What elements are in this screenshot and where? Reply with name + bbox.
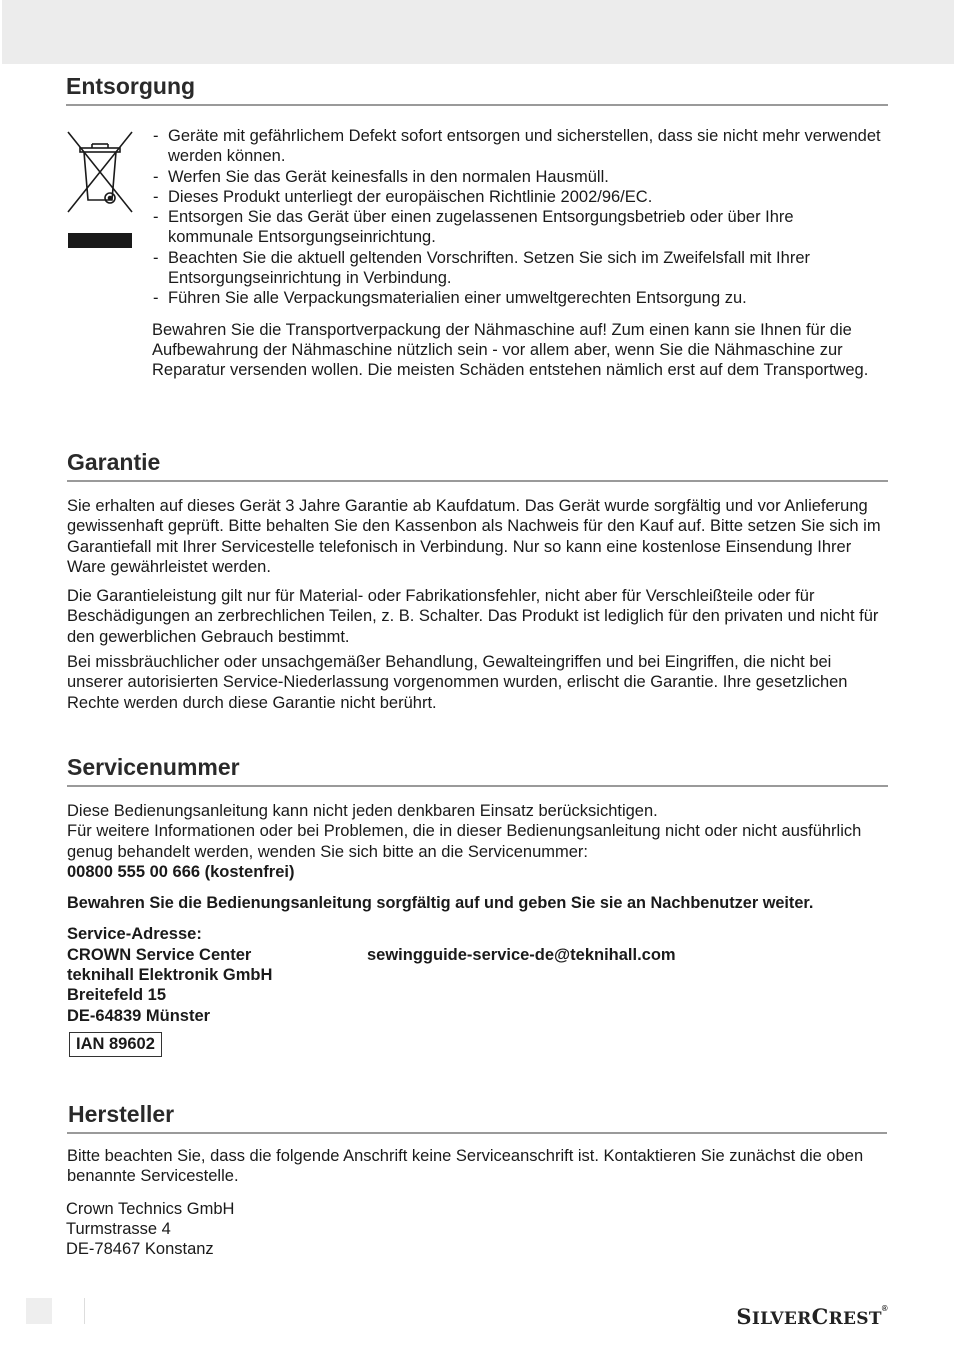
ian-badge: IAN 89602 xyxy=(69,1032,162,1057)
service-line-1: Diese Bedienungsanleitung kann nicht jeden denkbaren Einsatz berücksichtigen. xyxy=(67,802,658,820)
hersteller-note: Bitte beachten Sie, dass die folgende Anschrift keine Serviceanschrift ist. Kontaktieren Sie zunächst die oben benannte Servicestelle. xyxy=(67,1147,864,1186)
brand-logo: SILVERCREST® xyxy=(736,1304,888,1329)
section-entsorgung xyxy=(66,72,888,106)
service-line-2: Für weitere Informationen oder bei Problemen, die in dieser Bedienungsanleitung nicht oder nicht ausführlich genug behandelt werden, wenden Sie sich bitte an die Servicenummer: xyxy=(67,822,862,861)
heading-garantie: Garantie xyxy=(67,448,888,482)
section-garantie xyxy=(67,448,888,713)
page-number-box xyxy=(26,1298,52,1324)
section-servicenummer xyxy=(67,753,888,1057)
garantie-paragraph-1: Sie erhalten auf dieses Gerät 3 Jahre Garantie ab Kaufdatum. Das Gerät wurde sorgfältig und vor Anlieferung gewissenhaft geprüft. Bitte behalten Sie den Kassenbon als Nachweis für den Kauf auf. Bitte setzen Sie sich im Garantiefall mit Ihrer Servicestelle telefonisch in Verbindung. Nur so kann eine kostenlose Einsendung Ihrer Ware gewährleistet werden. xyxy=(67,497,881,576)
list-item: - Entsorgen Sie das Gerät über einen zugelassenen Entsorgungsbetrieb oder über Ihre kommunale Entsorgungseinrichtung. xyxy=(152,207,882,248)
entsorgung-content xyxy=(152,126,882,381)
hersteller-address-line: Crown Technics GmbH xyxy=(66,1199,235,1218)
hersteller-address-line: DE-78467 Konstanz xyxy=(66,1240,214,1259)
section-hersteller xyxy=(67,1100,887,1259)
transport-paragraph: Bewahren Sie die Transportverpackung der Nähmaschine auf! Zum einen kann sie Ihnen für die Aufbewahrung der Nähmaschine nützlich sein - vor allem aber, wenn Sie die Nähmaschine zur Reparatur versenden wollen. Die meisten Schäden entstehen nämlich erst auf dem Transportweg. xyxy=(152,320,869,380)
list-item: - Führen Sie alle Verpackungsmaterialien einer umweltgerechten Entsorgung zu. xyxy=(152,288,882,308)
service-address-label: Service-Adresse: xyxy=(67,925,202,944)
service-notice: Bewahren Sie die Bedienungsanleitung sorgfältig auf und geben Sie sie an Nachbenutzer weiter. xyxy=(67,894,814,913)
hersteller-address-line: Turmstrasse 4 xyxy=(66,1219,171,1238)
service-phone: 00800 555 00 666 (kostenfrei) xyxy=(67,862,295,881)
list-item: - Beachten Sie die aktuell geltenden Vorschriften. Setzen Sie sich im Zweifelsfall mit Ihrer Entsorgungseinrichtung in Verbindung. xyxy=(152,248,882,289)
service-address-line: teknihall Elektronik GmbH xyxy=(67,966,273,985)
weee-symbol xyxy=(66,130,134,248)
service-address-block xyxy=(67,924,888,1025)
weee-bar xyxy=(68,233,132,248)
header-bar xyxy=(2,0,954,64)
footer-divider xyxy=(84,1298,85,1324)
heading-servicenummer: Servicenummer xyxy=(67,753,888,787)
entsorgung-list xyxy=(152,126,882,309)
hersteller-address xyxy=(66,1199,887,1260)
list-item: - Werfen Sie das Gerät keinesfalls in den normalen Hausmüll. xyxy=(152,167,882,187)
heading-entsorgung: Entsorgung xyxy=(66,72,888,106)
service-address-line: Breitefeld 15 xyxy=(67,986,167,1005)
service-email: sewingguide-service-de@teknihall.com xyxy=(367,945,676,964)
heading-hersteller: Hersteller xyxy=(67,1100,887,1134)
list-item: - Dieses Produkt unterliegt der europäischen Richtlinie 2002/96/EC. xyxy=(152,187,882,207)
garantie-paragraph-3: Bei missbräuchlicher oder unsachgemäßer Behandlung, Gewalteingriffen und bei Eingriffen, die nicht bei unserer autorisierten Service-Niederlassung vorgenommen wurden, erlischt die Garantie. Ihre gesetzlichen Rechte werden durch diese Garantie nicht berührt. xyxy=(67,653,848,712)
list-item: - Geräte mit gefährlichem Defekt sofort entsorgen und sicherstellen, dass sie nicht mehr verwendet werden können. xyxy=(152,126,882,167)
crossed-out-wheelie-bin-icon xyxy=(66,130,134,214)
garantie-paragraph-2: Die Garantieleistung gilt nur für Material- oder Fabrikationsfehler, nicht aber für Verschleißteile oder für Beschädigungen an zerbrechlichen Teilen, z. B. Schalter. Das Produkt ist lediglich für den privaten und nicht für den gewerblichen Gebrauch bestimmt. xyxy=(67,587,879,646)
service-address-line: CROWN Service Center xyxy=(67,945,252,964)
service-address-line: DE-64839 Münster xyxy=(67,1006,211,1025)
